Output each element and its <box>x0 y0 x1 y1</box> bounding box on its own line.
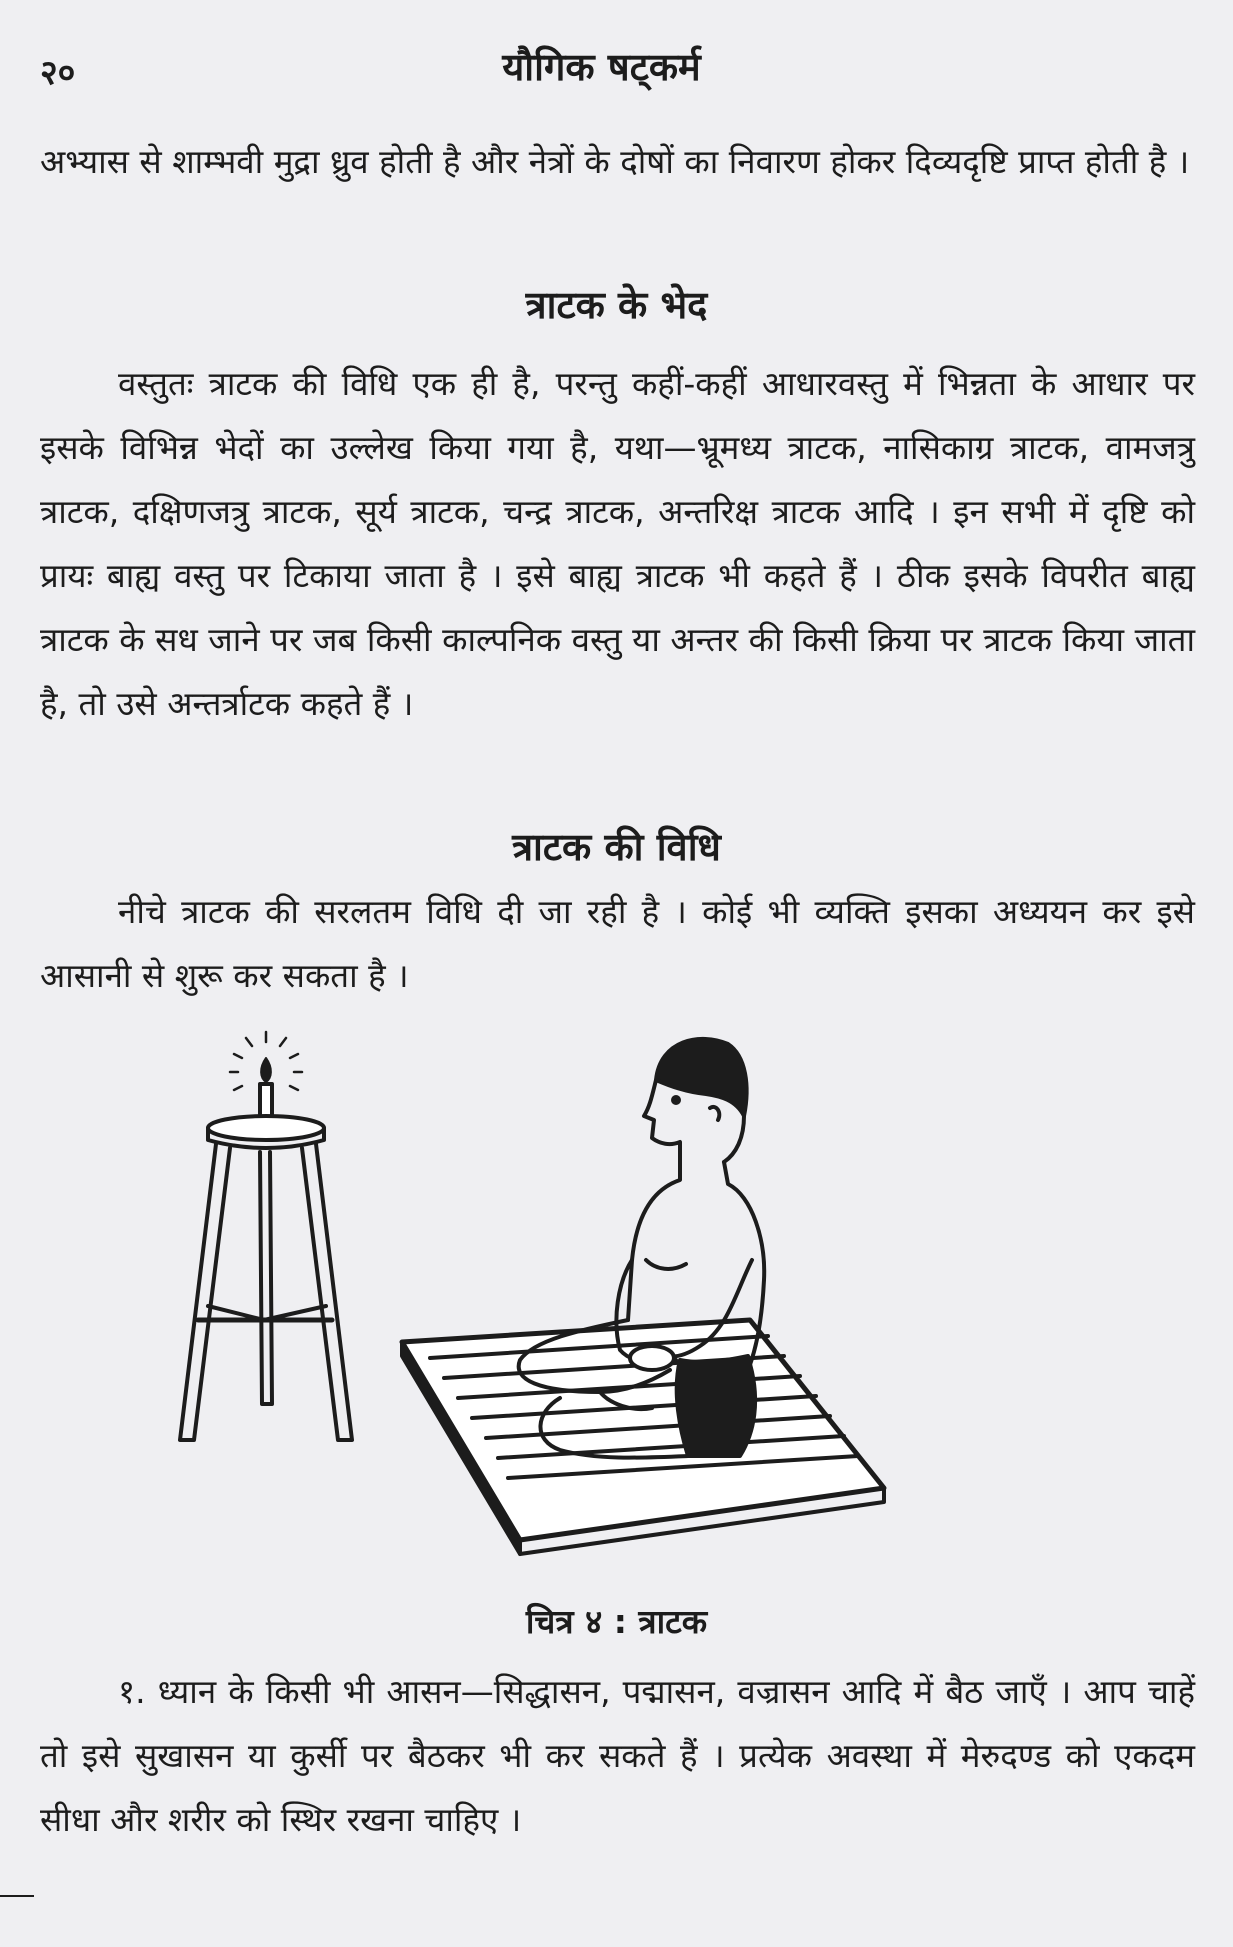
page-header <box>0 34 1233 94</box>
candle-flame <box>261 1058 271 1082</box>
running-title: यौगिक षट्कर्म <box>502 45 701 89</box>
step-1-paragraph: १. ध्यान के किसी भी आसन—सिद्धासन, पद्मासन, वज्रासन आदि में बैठ जाएँ । आप चाहें तो इसे सुखासन या कुर्सी पर बैठकर भी कर सकते हैं । प्रत्येक अवस्था में मेरुदण्ड को एकदम सीधा और शरीर को स्थिर रखना चाहिए । <box>40 1672 1195 1839</box>
section-heading-types: त्राटक के भेद <box>525 283 708 327</box>
method-paragraph: नीचे त्राटक की सरलतम विधि दी जा रही है । कोई भी व्यक्ति इसका अध्ययन कर इसे आसानी से शुरू कर सकता है । <box>40 892 1195 995</box>
figure-caption: चित्र ४ : त्राटक <box>525 1602 708 1641</box>
intro-paragraph: अभ्यास से शाम्भवी मुद्रा ध्रुव होती है और नेत्रों के दोषों का निवारण होकर दिव्यदृष्टि प्राप्त होती है । <box>40 142 1190 181</box>
stool <box>180 1116 352 1440</box>
types-text-block <box>40 352 1195 736</box>
steps-text-block <box>40 1660 1195 1852</box>
method-text-block <box>40 880 1195 1008</box>
page-number: २० <box>40 53 76 93</box>
margin-mark <box>0 1895 34 1897</box>
section-heading-method: त्राटक की विधि <box>512 825 721 869</box>
trataka-illustration <box>140 1020 1120 1580</box>
types-paragraph: वस्तुतः त्राटक की विधि एक ही है, परन्तु कहीं-कहीं आधारवस्तु में भिन्नता के आधार पर इसके विभिन्न भेदों का उल्लेख किया गया है, यथा—भ्रूमध्य त्राटक, नासिकाग्र त्राटक, वामजत्रु त्राटक, दक्षिणजत्रु त्राटक, सूर्य त्राटक, चन्द्र त्राटक, अन्तरिक्ष त्राटक आदि । इन सभी में दृष्टि को प्रायः बाह्य वस्तु पर टिकाया जाता है । इसे बाह्य त्राटक भी कहते हैं । ठीक इसके विपरीत बाह्य त्राटक के सध जाने पर जब किसी काल्पनिक वस्तु या अन्तर की किसी क्रिया पर त्राटक किया जाता है, तो उसे अन्तर्त्राटक कहते हैं । <box>40 364 1195 723</box>
intro-text-block <box>40 130 1195 194</box>
